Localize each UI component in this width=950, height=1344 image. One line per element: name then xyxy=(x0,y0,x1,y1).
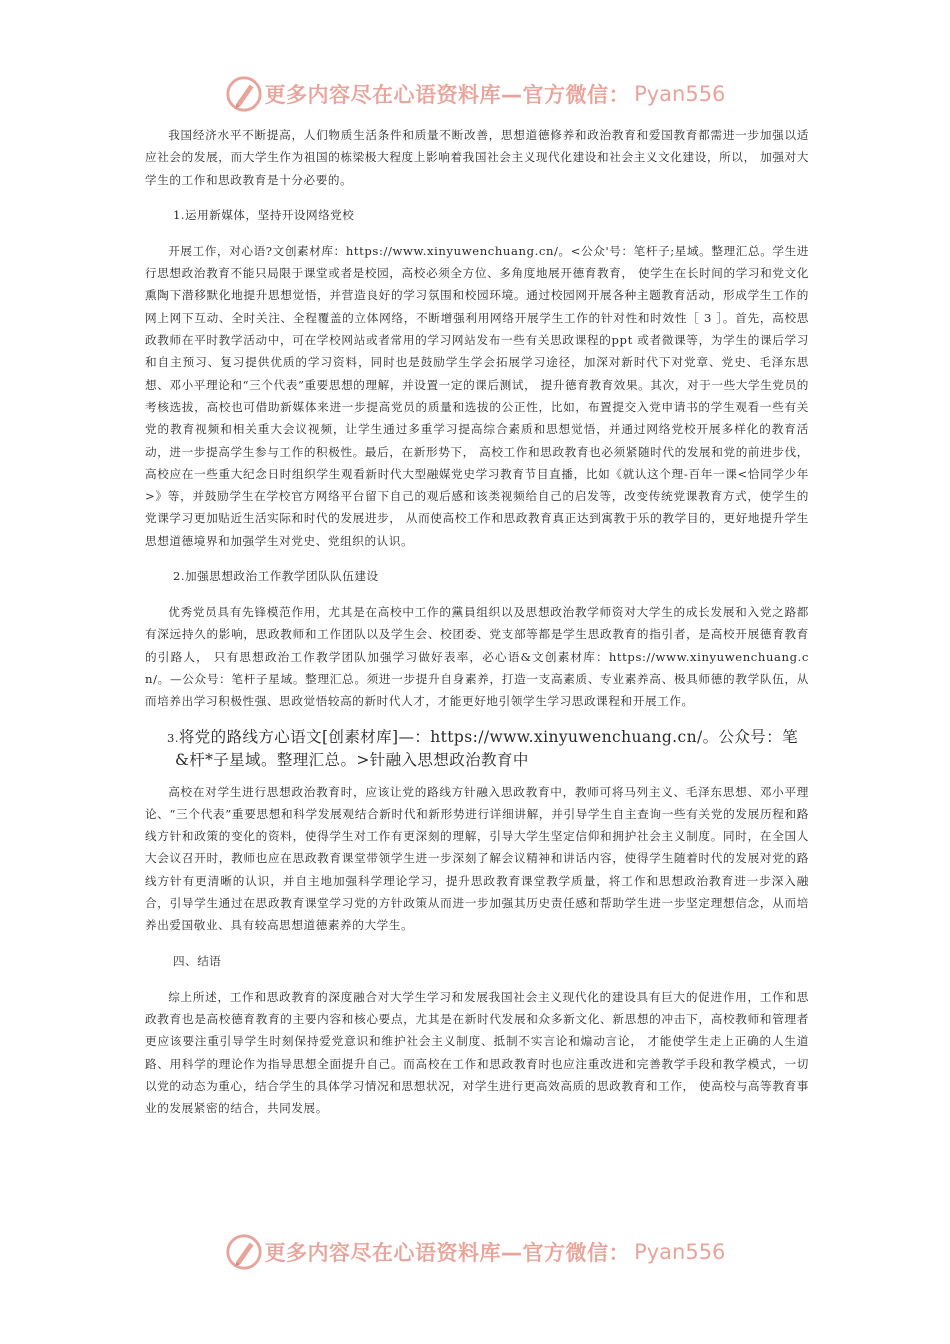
article-body xyxy=(145,124,809,1119)
banner-text: 更多内容尽在心语资料库—官方微信： xyxy=(264,83,631,107)
conclusion-paragraph: 综上所述，工作和思政教育的深度融合对大学生学习和发展我国社会主义现代化的建设具有巨大的促进作用，工作和思政教育也是高校德育教育的主要内容和核心要点，尤其是在新时代发展和众多新文化、新思想的冲击下，高校教师和管理者更应该要注重引导学生时刻保持爱党意识和维护社会主义制度、抵制不实言论和煽动言论， 才能使学生走上正确的人生道路、用科学的理论作为指导思想全面提升自己。而高校在工作和思政教育时也应注重改进和完善教学手段和教学模式，一切以党的动态为重心，结合学生的具体学习情况和思想状况，对学生进行更高效高质的思政教育和工作， 使高校与高等教育事业的发展紧密的结合，共同发展。 xyxy=(145,989,809,1116)
banner-text: 更多内容尽在心语资料库—官方微信： xyxy=(264,1241,631,1265)
section-heading-3-text: 将党的路线方心语文[创素材库]—：https://www.xinyuwenchuang.cn/。公众号：笔&杆*子星域。整理汇总。>针融入思想政治教育中 xyxy=(175,727,798,769)
banner-contact: Pyan556 xyxy=(634,82,726,106)
pen-logo-icon xyxy=(225,1233,263,1271)
section-heading-3-number: 3. xyxy=(167,730,179,745)
section-3-paragraph: 高校在对学生进行思想政治教育时，应该让党的路线方针融入思政教育中，教师可将马列主义、毛泽东思想、邓小平理论、“三个代表”重要思想和科学发展观结合新时代和新形势进行详细讲解，并引导学生自主查询一些有关党的发展历程和路线方针和政策的变化的资料，使得学生对工作有更深刻的理解，引导大学生坚定信仰和拥护社会主义制度。同时，在全国人大会议召开时，教师也应在思政教育课堂带领学生进一步深刻了解会议精神和讲话内容，使得学生随着时代的发展对党的路线方针有更清晰的认识，并自主地加强科学理论学习，提升思政教育课堂教学质量，将工作和思想政治教育进一步深入融合，引导学生通过在思政教育课堂学习党的方针政策从而进一步加强其历史责任感和帮助学生进一步坚定理想信念，从而培养出爱国敬业、具有较高思想道德素养的大学生。 xyxy=(145,784,809,933)
header-banner xyxy=(0,74,950,114)
footer-banner xyxy=(0,1232,950,1272)
section-heading-3 xyxy=(145,726,809,771)
section-heading-4: 四、结语 xyxy=(173,953,222,968)
section-1-paragraph: 开展工作，对心语?文创素材库：https://www.xinyuwenchuang.cn/。<公众'号：笔杆子;星域。整理汇总。学生进行思想政治教育不能只局限于课堂或者是校⁣园，高校必须全方位、多角度地展开德育教育， 使学生在长时间的学习和党文化熏陶下潜移默化地提升思想觉悟，并营造良好的学习氛围和校⁣园环境。通过校⁣园网开展各种主题教育活动，形成学生工作的网上网下互动、全时关注、全程覆盖的立体网络，不断增强利用网络开展学生工作的针对性和时效性［ 3 ］。首先，高校思政教师在平时教学活动中，可在学校网站或者常用的学习网站发布一些有关思政课程的ppt 或者微课等，为学生的课后学习和自主预习、复习提供优质的学习资料，同时也是鼓励学生学会拓展学习途径，加深对新时代下对党章、党史、毛泽东思想、邓小平理论和“三个代表”重要思想的理解，并设置一定的课后测试， 提升德育教育效果。其次，对于一些大学生党员的考核选拔，高校也可借助新媒体来进一步提高党员的质量和选拔的公正性，比如，布置提交入党申请书的学生观看一些有关党的教育视频和相关重大会议视频，让学生通过多重学习提高综合素质和思想觉悟，并通过网络党校开展多样化的教育活动，进一步提高学生参与工作的积极性。最后，在新形势下， 高校工作和思政教育也必须紧随时代的发展和党的前进步伐，高校应在一些重大纪念日时组织学生观看新时代大型融媒党史学习教育节目直播，比如《就认这个理-百年一课<恰同学少年>》等，并鼓励学生在学校官方网络平台留下自己的观后感和该类视频给自己的启发等，改变传统党课教育方式，使学生的党课学习更加贴近生活实际和时代的发展进步， 从而使高校工作和思政教育真正达到寓教于乐的教学目的，更好地提升学生思想道德境界和加强学生对党史、党组织的认识。 xyxy=(145,243,809,548)
banner-contact: Pyan556 xyxy=(634,1240,726,1264)
section-2-paragraph: 优秀党员具有先锋模范作用，尤其是在高校中工作的黨員组织以及思想政治教学师资对大学生的成长发展和入党之路都有深远持久的影响，思政教师和工作团队以及学生会、校团委、党支部等都是学生思政教育的指引者，是高校开展德育教育的引路人， 只有思想政治工作教学团队加强学习做好表率，必心语&文创素材库：https://www.xinyuwenchuang.cn/。—公众号：笔杆子星域。整理汇总。须进一步提升自身素养，打造一支高素质、专业素养高、极具师德的教学队伍，从而培养出学习积极性强、思政觉悟较高的新时代人才，才能更好地引领学生学习思政课程和开展工作。 xyxy=(145,605,809,709)
intro-paragraph: 我国经济水平不断提高，人们物质生活条件和质量不断改善，思想道德修养和政治教育和爱国教育都需进一步加强以适应社会的发展，而大学生作为祖国的栋梁极大程度上影响着我国社会主义现代化建设和社会主义文化建设，所以， 加强对大学生的工作和思政教育是十分必要的。 xyxy=(145,128,809,187)
section-heading-2: 2.加强思想政治工作教学团队队伍建设 xyxy=(173,569,379,584)
section-heading-1: 1.运用新媒体，坚持开设网络党校 xyxy=(173,207,355,222)
pen-logo-icon xyxy=(225,75,263,113)
